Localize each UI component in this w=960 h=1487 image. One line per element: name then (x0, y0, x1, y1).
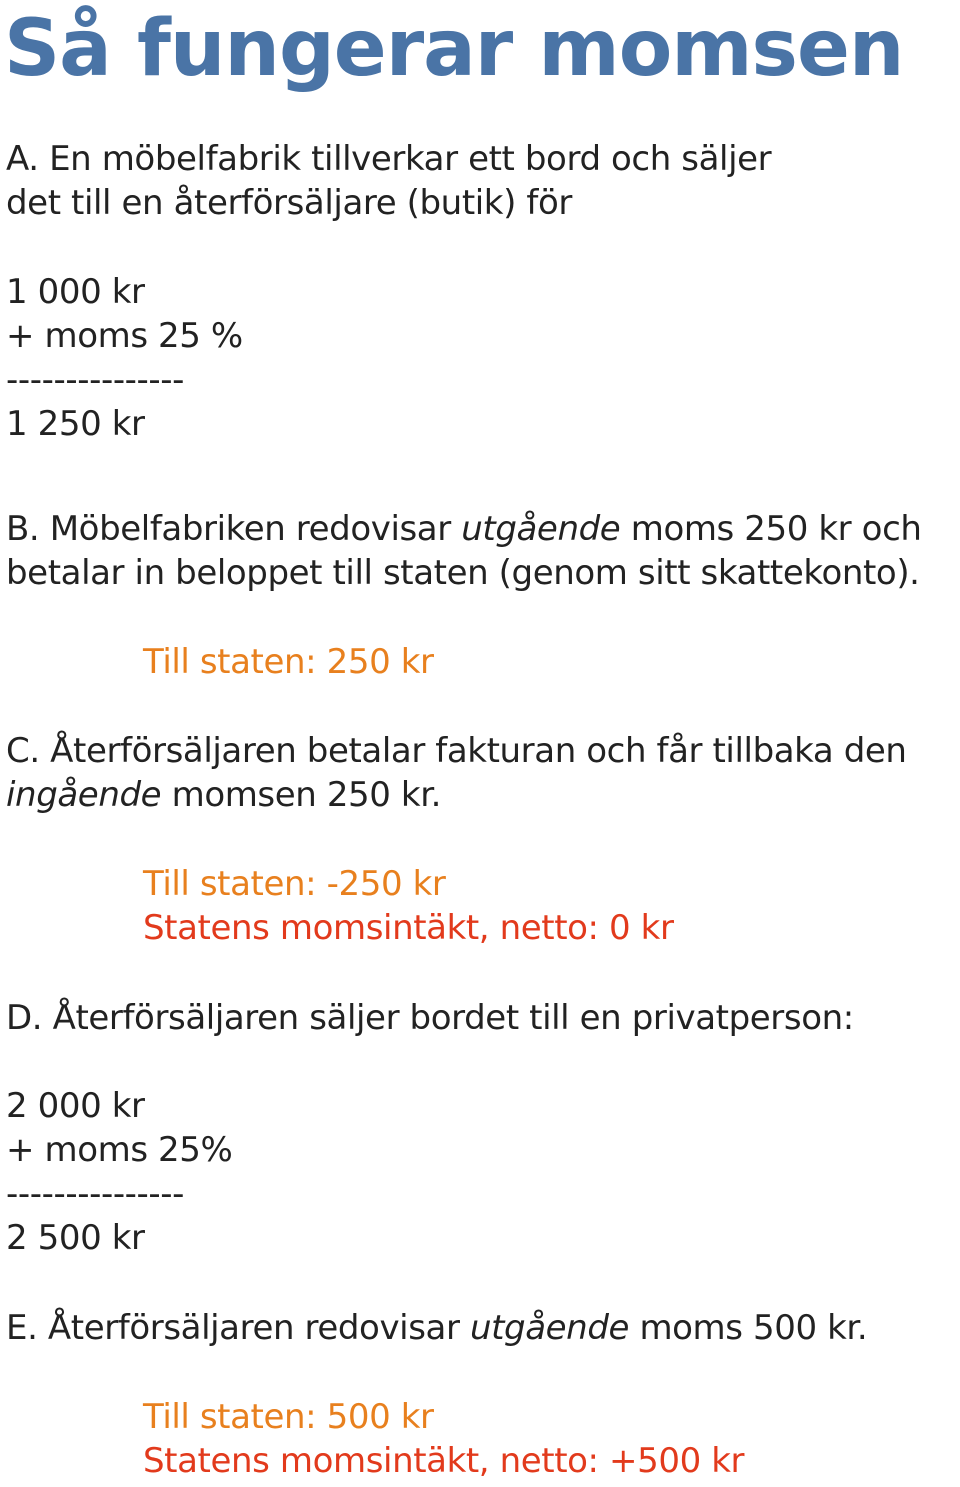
section-a-vat: + moms 25 % (6, 316, 243, 356)
section-d-separator: --------------- (6, 1174, 185, 1214)
section-c-net-revenue: Statens momsintäkt, netto: 0 kr (143, 908, 674, 948)
section-e-to-state: Till staten: 500 kr (143, 1397, 434, 1437)
section-c-line-2-post: momsen 250 kr. (161, 775, 442, 815)
section-b-line-2: betalar in beloppet till staten (genom sitt skattekonto). (6, 553, 920, 593)
section-a-separator: --------------- (6, 360, 185, 400)
section-a-amount: 1 000 kr (6, 272, 145, 312)
section-e-line-1-pre: E. Återförsäljaren redovisar (6, 1308, 470, 1348)
section-e-line-1 (6, 1306, 867, 1350)
section-a-total: 1 250 kr (6, 404, 145, 444)
section-d-amount: 2 000 kr (6, 1086, 145, 1126)
section-d-vat: + moms 25% (6, 1130, 233, 1170)
section-d-total: 2 500 kr (6, 1218, 145, 1258)
section-d-line-1: D. Återförsäljaren säljer bordet till en privatperson: (6, 998, 854, 1038)
section-c-line-1: C. Återförsäljaren betalar fakturan och får tillbaka den (6, 731, 907, 771)
section-b-line-1 (6, 507, 922, 551)
section-c-to-state: Till staten: -250 kr (143, 864, 446, 904)
page-title: Så fungerar momsen (4, 4, 904, 94)
section-c-emphasis: ingående (6, 775, 162, 815)
section-e-net-revenue: Statens momsintäkt, netto: +500 kr (143, 1441, 745, 1481)
section-e-emphasis: utgående (469, 1308, 630, 1348)
section-a-line-1: A. En möbelfabrik tillverkar ett bord och säljer (6, 139, 772, 179)
section-b-to-state: Till staten: 250 kr (143, 642, 434, 682)
section-b-line-1-post: moms 250 kr och (620, 509, 922, 549)
section-b-emphasis: utgående (461, 509, 621, 549)
section-c-line-2 (6, 773, 441, 817)
section-b-line-1-pre: B. Möbelfabriken redovisar (6, 509, 462, 549)
section-a-line-2: det till en återförsäljare (butik) för (6, 183, 572, 223)
section-e-line-1-post: moms 500 kr. (629, 1308, 868, 1348)
